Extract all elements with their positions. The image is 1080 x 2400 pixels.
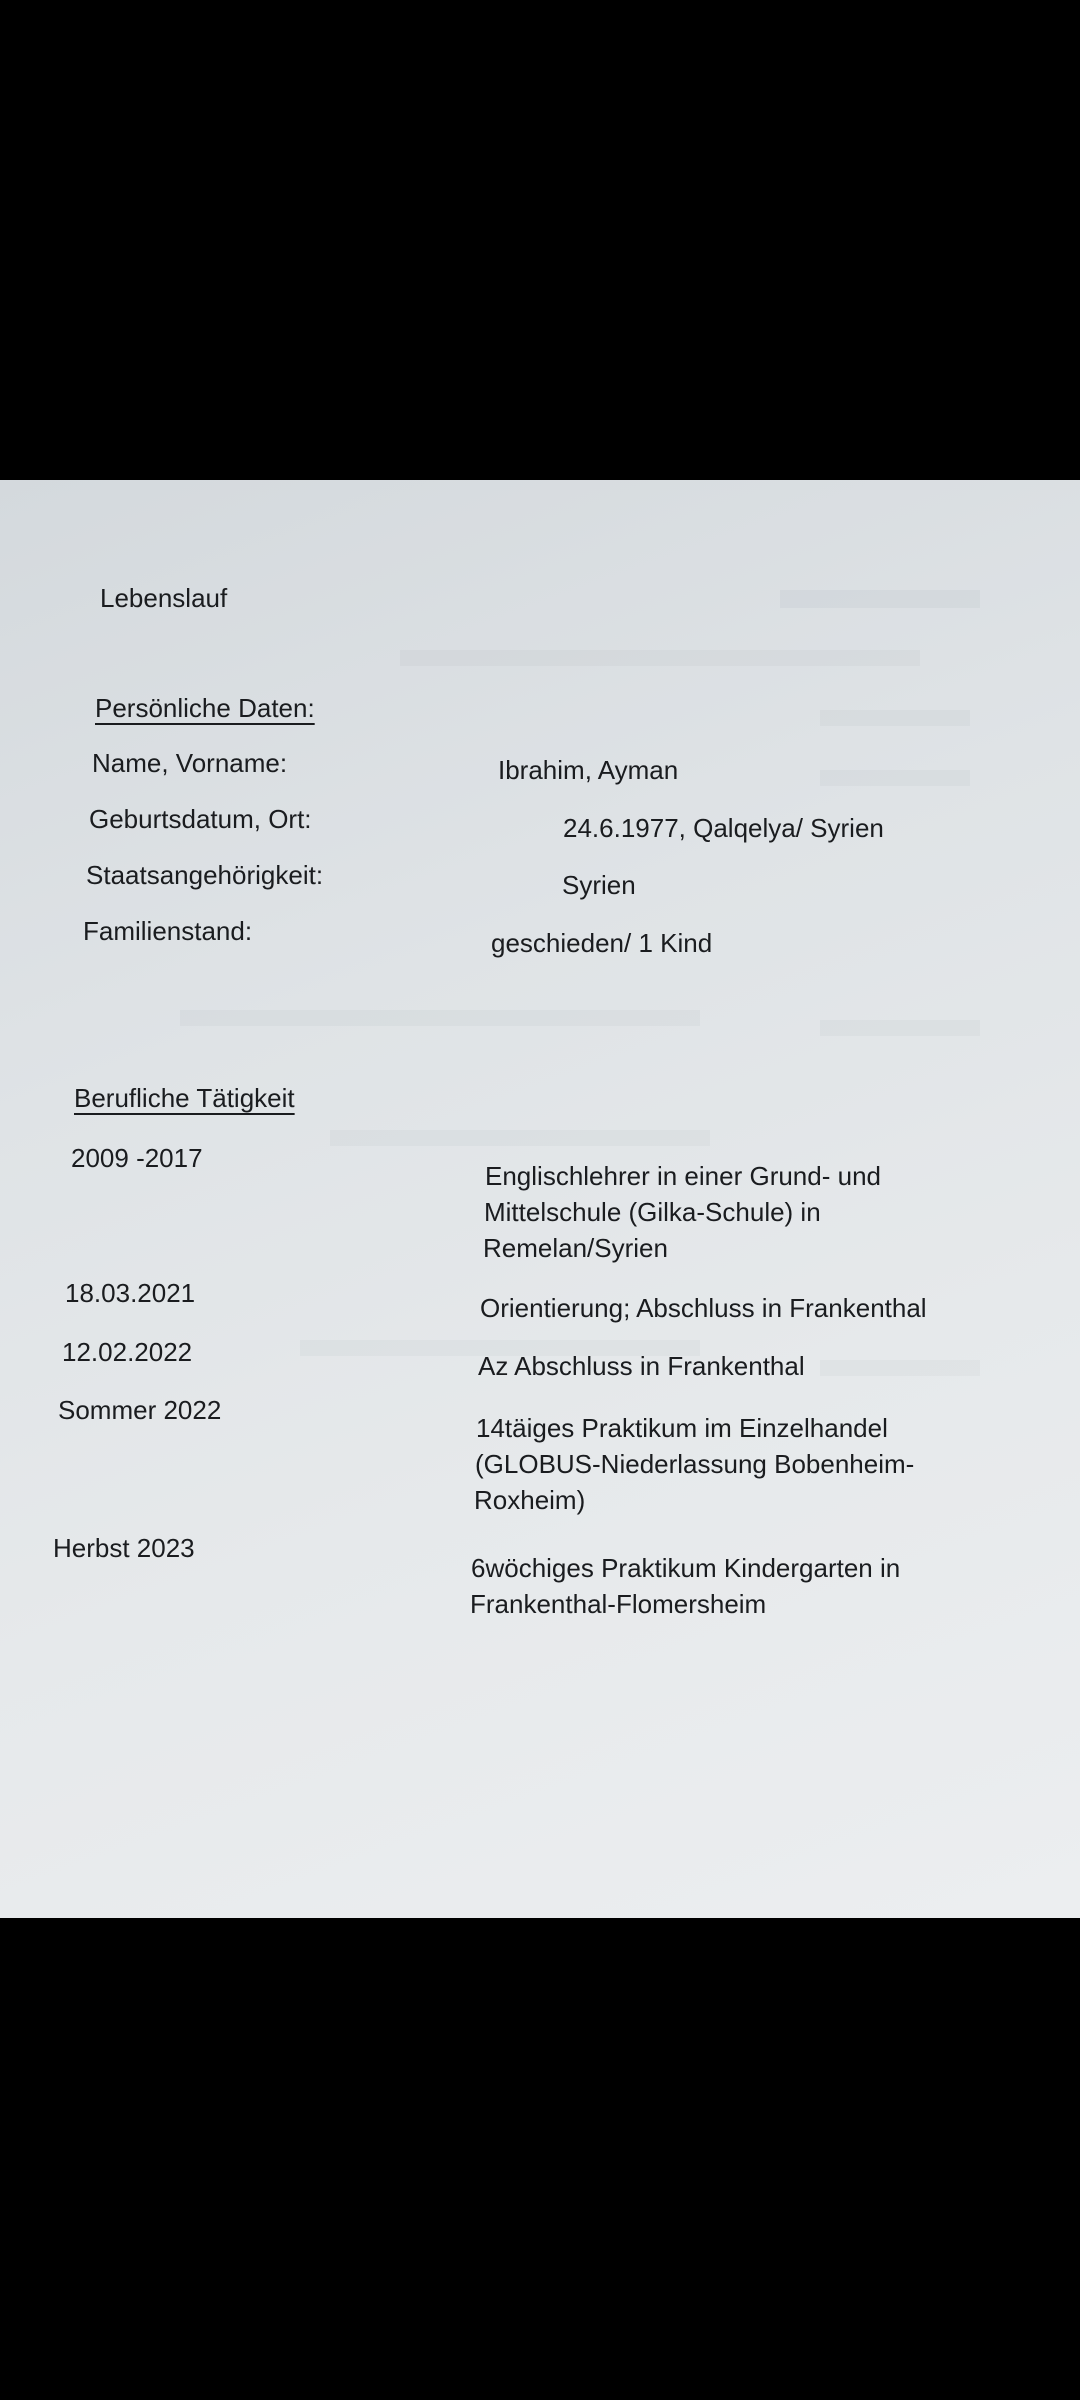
career-date: 2009 -2017 (71, 1143, 203, 1173)
field-value-birth: 24.6.1977, Qalqelya/ Syrien (563, 813, 884, 843)
show-through-text (820, 1360, 980, 1376)
career-line: 6wöchiges Praktikum Kindergarten in (471, 1553, 901, 1583)
field-label-marital: Familienstand: (83, 916, 253, 946)
show-through-text (780, 590, 980, 608)
show-through-text (820, 710, 970, 726)
career-heading: Berufliche Tätigkeit (74, 1083, 295, 1113)
field-label-nationality: Staatsangehörigkeit: (86, 860, 324, 890)
show-through-text (330, 1130, 710, 1146)
field-label-name: Name, Vorname: (92, 748, 288, 778)
show-through-text (820, 770, 970, 786)
personal-data-heading: Persönliche Daten: (95, 693, 315, 723)
show-through-text (180, 1010, 700, 1026)
career-line: Az Abschluss in Frankenthal (478, 1351, 805, 1381)
document-title: Lebenslauf (100, 583, 228, 613)
field-value-nationality: Syrien (562, 870, 636, 900)
career-line: 14täiges Praktikum im Einzelhandel (476, 1413, 888, 1443)
career-date: Sommer 2022 (58, 1395, 222, 1425)
career-line: Frankenthal-Flomersheim (470, 1589, 767, 1619)
career-line: Roxheim) (474, 1485, 586, 1515)
career-line: Orientierung; Abschluss in Frankenthal (480, 1293, 927, 1323)
field-label-birth: Geburtsdatum, Ort: (89, 804, 312, 834)
career-date: 12.02.2022 (62, 1337, 193, 1367)
career-line: Englischlehrer in einer Grund- und (485, 1161, 881, 1191)
career-date: 18.03.2021 (65, 1278, 196, 1308)
field-value-marital: geschieden/ 1 Kind (491, 928, 713, 958)
career-line: (GLOBUS-Niederlassung Bobenheim- (475, 1449, 915, 1479)
career-line: Mittelschule (Gilka-Schule) in (484, 1197, 821, 1227)
show-through-text (400, 650, 920, 666)
career-line: Remelan/Syrien (483, 1233, 668, 1263)
show-through-text (820, 1020, 980, 1036)
field-value-name: Ibrahim, Ayman (498, 755, 679, 785)
career-date: Herbst 2023 (53, 1533, 195, 1563)
document-page (0, 480, 1080, 1918)
